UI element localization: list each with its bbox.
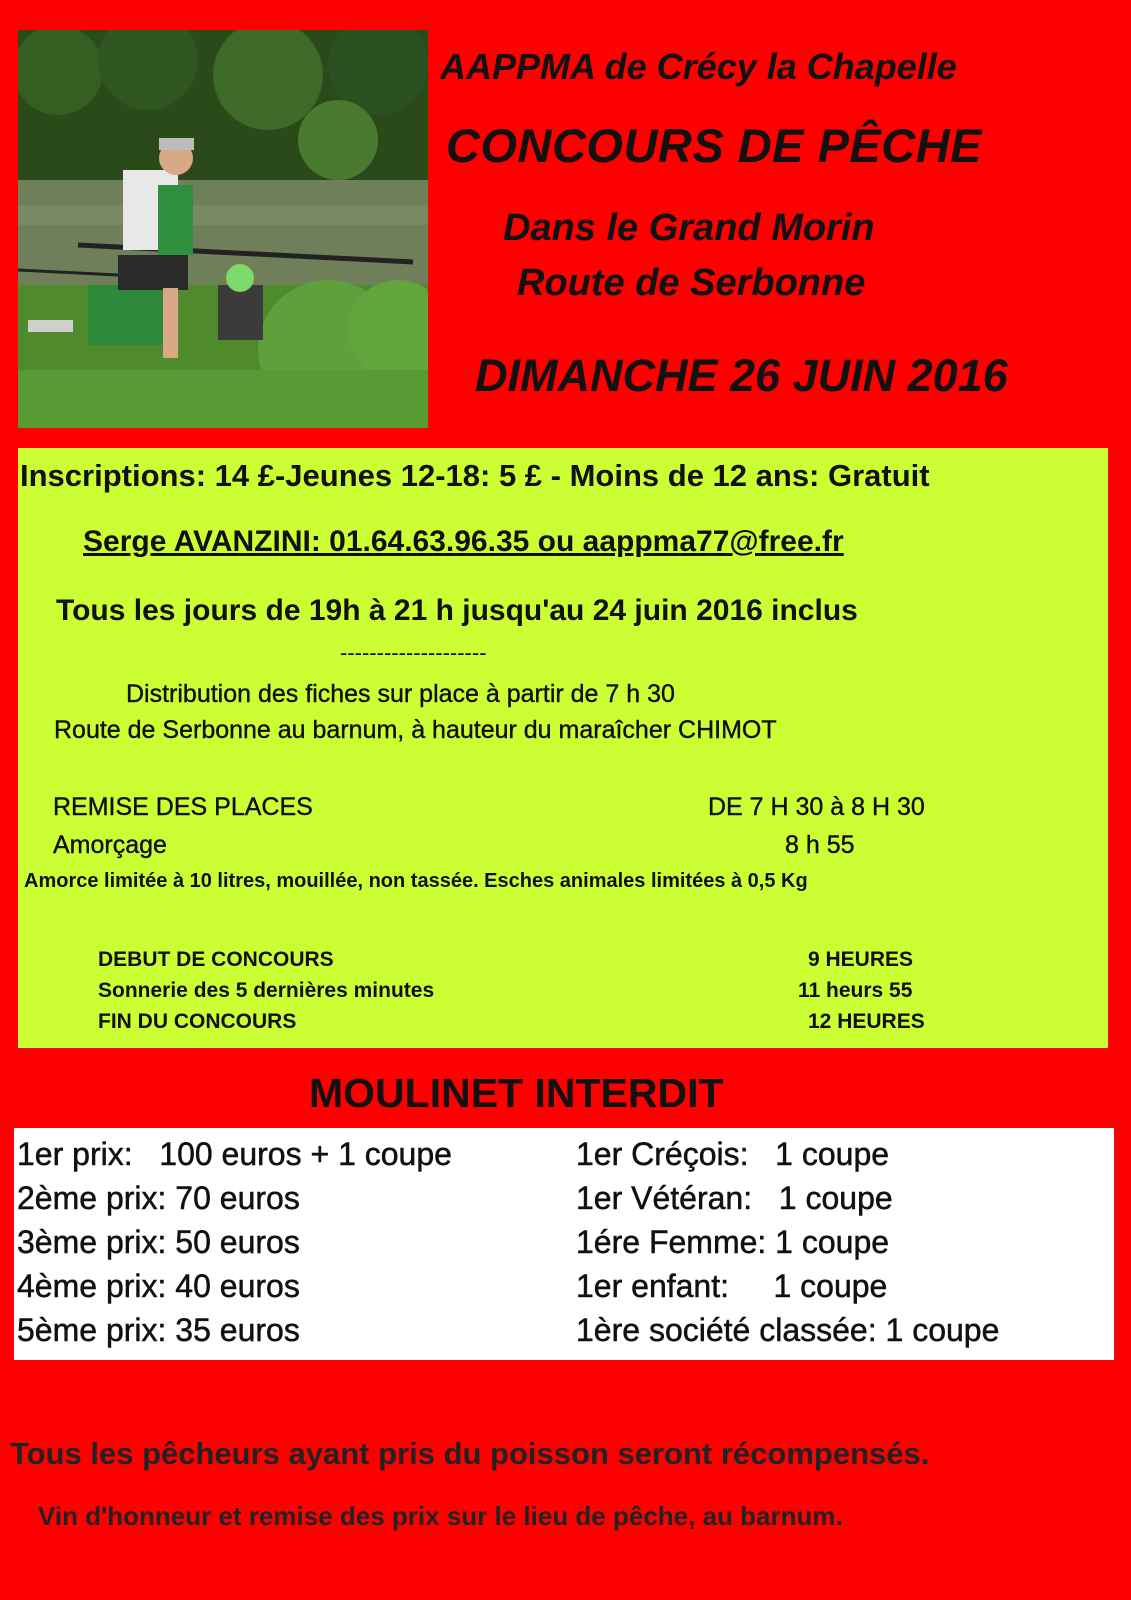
footer-ceremony-note: Vin d'honneur et remise des prix sur le lieu de pêche, au barnum. bbox=[38, 1501, 843, 1531]
info-box bbox=[18, 448, 1108, 1048]
contest-start-value: 9 HEURES bbox=[808, 948, 914, 971]
distribution-info: Distribution des fiches sur place à partir de 7 h 30 bbox=[126, 680, 675, 708]
contact-link[interactable]: Serge AVANZINI: 01.64.63.96.35 ou aappma77@free.fr bbox=[83, 525, 844, 558]
final-bell-value: 11 heurs 55 bbox=[798, 979, 913, 1002]
footer-rewards-note: Tous les pêcheurs ayant pris du poisson seront récompensés. bbox=[10, 1436, 930, 1471]
registration-fees: Inscriptions: 14 £-Jeunes 12-18: 5 £ - Moins de 12 ans: Gratuit bbox=[20, 458, 930, 493]
event-date: DIMANCHE 26 JUIN 2016 bbox=[475, 350, 1008, 401]
separator-line: -------------------- bbox=[340, 640, 487, 665]
reel-ban-notice: MOULINET INTERDIT bbox=[309, 1070, 724, 1116]
schedule-value-amorcage: 8 h 55 bbox=[785, 831, 855, 859]
prize-item: 3ème prix: 50 euros bbox=[17, 1224, 300, 1260]
prize-item: 4ème prix: 40 euros bbox=[17, 1268, 300, 1304]
prize-item: 2ème prix: 70 euros bbox=[17, 1180, 300, 1216]
schedule-label-amorcage: Amorçage bbox=[53, 831, 167, 859]
bait-limits: Amorce limitée à 10 litres, mouillée, non tassée. Esches animales limitées à 0,5 Kg bbox=[24, 870, 808, 892]
location-line-2: Route de Serbonne bbox=[517, 262, 866, 304]
page-title: CONCOURS DE PÊCHE bbox=[446, 119, 983, 172]
prizes-box bbox=[14, 1128, 1114, 1360]
special-prize-item: 1ére Femme: 1 coupe bbox=[576, 1224, 890, 1260]
special-prize-item: 1er Créçois: 1 coupe bbox=[576, 1136, 890, 1172]
contest-end-value: 12 HEURES bbox=[808, 1010, 925, 1033]
special-prize-item: 1er enfant: 1 coupe bbox=[576, 1268, 888, 1304]
schedule-value-remise: DE 7 H 30 à 8 H 30 bbox=[708, 793, 925, 821]
fisherman-photo bbox=[18, 30, 428, 428]
special-prize-item: 1er Vétéran: 1 coupe bbox=[576, 1180, 893, 1216]
registration-hours: Tous les jours de 19h à 21 h jusqu'au 24 juin 2016 inclus bbox=[56, 594, 858, 627]
final-bell-label: Sonnerie des 5 dernières minutes bbox=[98, 979, 435, 1002]
contest-end-label: FIN DU CONCOURS bbox=[98, 1010, 297, 1033]
schedule-label-remise: REMISE DES PLACES bbox=[53, 793, 313, 821]
organizer-heading: AAPPMA de Crécy la Chapelle bbox=[440, 46, 957, 87]
location-line-1: Dans le Grand Morin bbox=[503, 207, 875, 249]
prize-item: 5ème prix: 35 euros bbox=[17, 1312, 300, 1348]
prize-item: 1er prix: 100 euros + 1 coupe bbox=[17, 1136, 452, 1172]
special-prize-item: 1ère société classée: 1 coupe bbox=[576, 1312, 1000, 1348]
venue-info: Route de Serbonne au barnum, à hauteur du maraîcher CHIMOT bbox=[54, 716, 777, 744]
contest-start-label: DEBUT DE CONCOURS bbox=[98, 948, 334, 971]
